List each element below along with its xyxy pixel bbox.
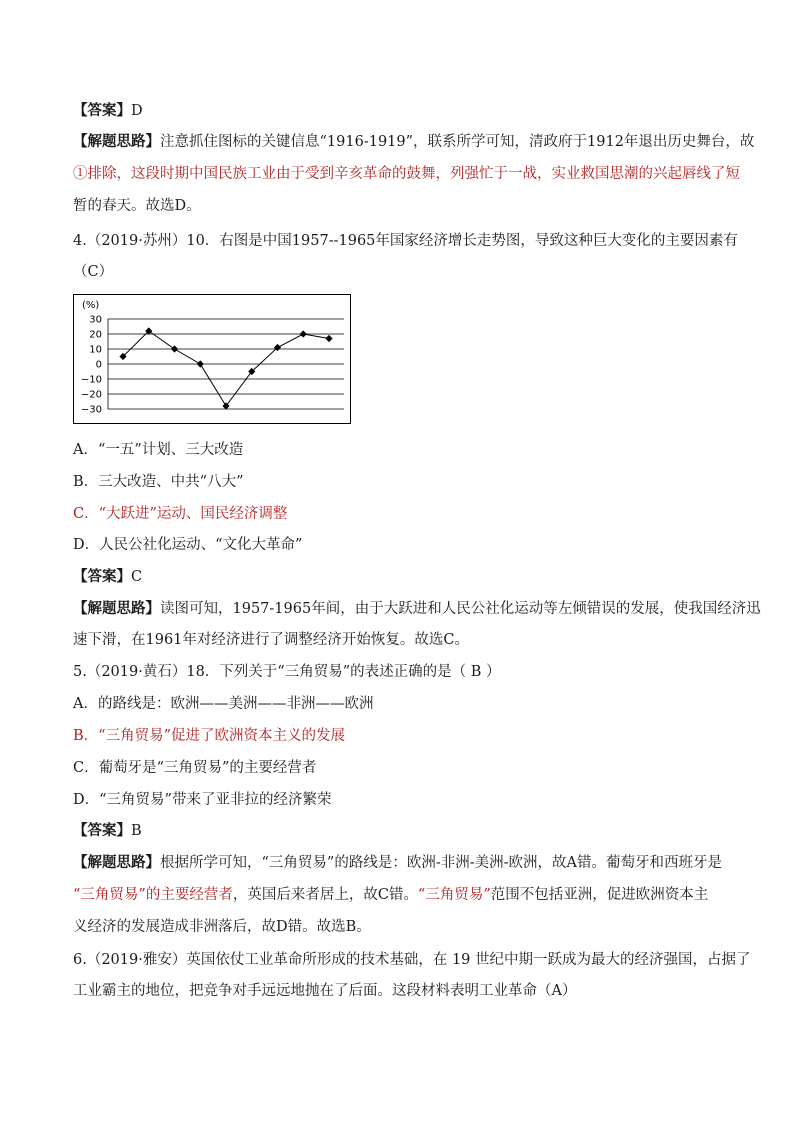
- q5-option-b: B．“三角贸易”促进了欧洲资本主义的发展: [73, 728, 345, 744]
- q3-answer: [73, 101, 143, 121]
- analysis-text: 根据所学可知，“三角贸易”的路线是：欧洲-非洲-美洲-欧洲，故A错。葡萄牙和西班牙是: [160, 855, 722, 871]
- q4-stem-line2: （C）: [73, 264, 114, 280]
- answer-value: B: [131, 823, 142, 839]
- analysis-text: 范围不包括亚洲，促进欧洲资本主: [490, 887, 709, 903]
- y-tick-label: −10: [80, 374, 102, 386]
- growth-chart-svg: [74, 295, 350, 423]
- analysis-text: ，英国后来者居上，故C错。: [232, 887, 418, 903]
- q4-analysis-line1: [73, 599, 761, 619]
- q3-analysis-line3: 暂的春天。故选D。: [73, 198, 201, 214]
- analysis-text: 注意抓住图标的关键信息“1916-1919”，联系所学可知，清政府于1912年退出历史舞台，故: [160, 134, 755, 150]
- chart-grid: [108, 319, 344, 409]
- q6-stem-line2: 工业霸主的地位，把竞争对手远远地抛在了后面。这段材料表明工业革命（A）: [73, 983, 577, 999]
- q5-option-d: D．“三角贸易”带来了亚非拉的经济繁荣: [73, 792, 332, 808]
- q5-option-c: C．葡萄牙是“三角贸易”的主要经营者: [73, 760, 317, 776]
- q4-option-b: B．三大改造、中共“八大”: [73, 474, 244, 490]
- q4-option-c: C．“大跃进”运动、国民经济调整: [73, 506, 288, 522]
- analysis-highlight: “三角贸易”: [417, 887, 491, 903]
- q5-option-a: A．的路线是：欧洲——美洲——非洲——欧洲: [73, 696, 374, 712]
- y-tick-label: 10: [89, 344, 102, 356]
- data-point-1965: [325, 335, 332, 342]
- chart-y-label: (%): [82, 300, 100, 311]
- analysis-tag: 【解题思路】: [73, 133, 160, 150]
- analysis-text: 读图可知，1957-1965年间，由于大跃进和人民公社化运动等左倾错误的发展，使我国经济迅: [160, 601, 761, 617]
- q4-stem-line1: 4.（2019·苏州）10．右图是中国1957--1965年国家经济增长走势图，导致这种巨大变化的主要因素有: [73, 233, 738, 249]
- q3-analysis-line2: ①排除，这段时期中国民族工业由于受到辛亥革命的鼓舞，列强忙于一战，实业救国思潮的兴起唇线了短: [73, 166, 740, 182]
- answer-value: D: [131, 103, 143, 119]
- q6-stem-line1: 6.（2019·雅安）英国依仗工业革命所形成的技术基础，在 19 世纪中期一跃成为最大的经济强国，占据了: [73, 952, 751, 968]
- data-point-1961: [222, 402, 229, 409]
- q5-answer: [73, 821, 142, 841]
- q4-option-a: A．“一五”计划、三大改造: [73, 442, 244, 458]
- y-tick-label: −30: [80, 404, 102, 416]
- q3-analysis-line1: [73, 132, 754, 152]
- answer-tag: 【答案】: [73, 102, 131, 119]
- analysis-tag: 【解题思路】: [73, 854, 160, 871]
- q4-option-d: D．人民公社化运动、“文化大革命”: [73, 537, 303, 553]
- answer-tag: 【答案】: [73, 568, 131, 585]
- chart-points: [119, 327, 332, 409]
- q4-analysis-line2: 速下滑，在1961年对经济进行了调整经济开始恢复。故选C。: [73, 632, 469, 648]
- answer-tag: 【答案】: [73, 822, 131, 839]
- y-tick-label: 30: [89, 314, 102, 326]
- q5-stem: 5.（2019·黄石）18．下列关于“三角贸易”的表述正确的是（ B ）: [73, 664, 501, 680]
- growth-chart: [73, 294, 351, 424]
- y-tick-label: −20: [80, 389, 102, 401]
- q5-analysis-line2: [73, 885, 708, 905]
- chart-y-ticks: [81, 315, 102, 416]
- q4-answer: [73, 567, 142, 587]
- data-point-1964: [300, 330, 307, 337]
- q5-analysis-line1: [73, 853, 722, 873]
- series-line: [123, 331, 329, 406]
- q5-analysis-line3: 义经济的发展造成非洲落后，故D错。故选B。: [73, 919, 371, 935]
- data-point-1959: [171, 345, 178, 352]
- y-tick-label: 20: [89, 329, 102, 341]
- y-tick-label: 0: [95, 359, 102, 371]
- data-point-1960: [197, 360, 204, 367]
- analysis-highlight: “三角贸易”的主要经营者: [73, 887, 233, 903]
- answer-value: C: [131, 569, 143, 585]
- analysis-tag: 【解题思路】: [73, 600, 160, 617]
